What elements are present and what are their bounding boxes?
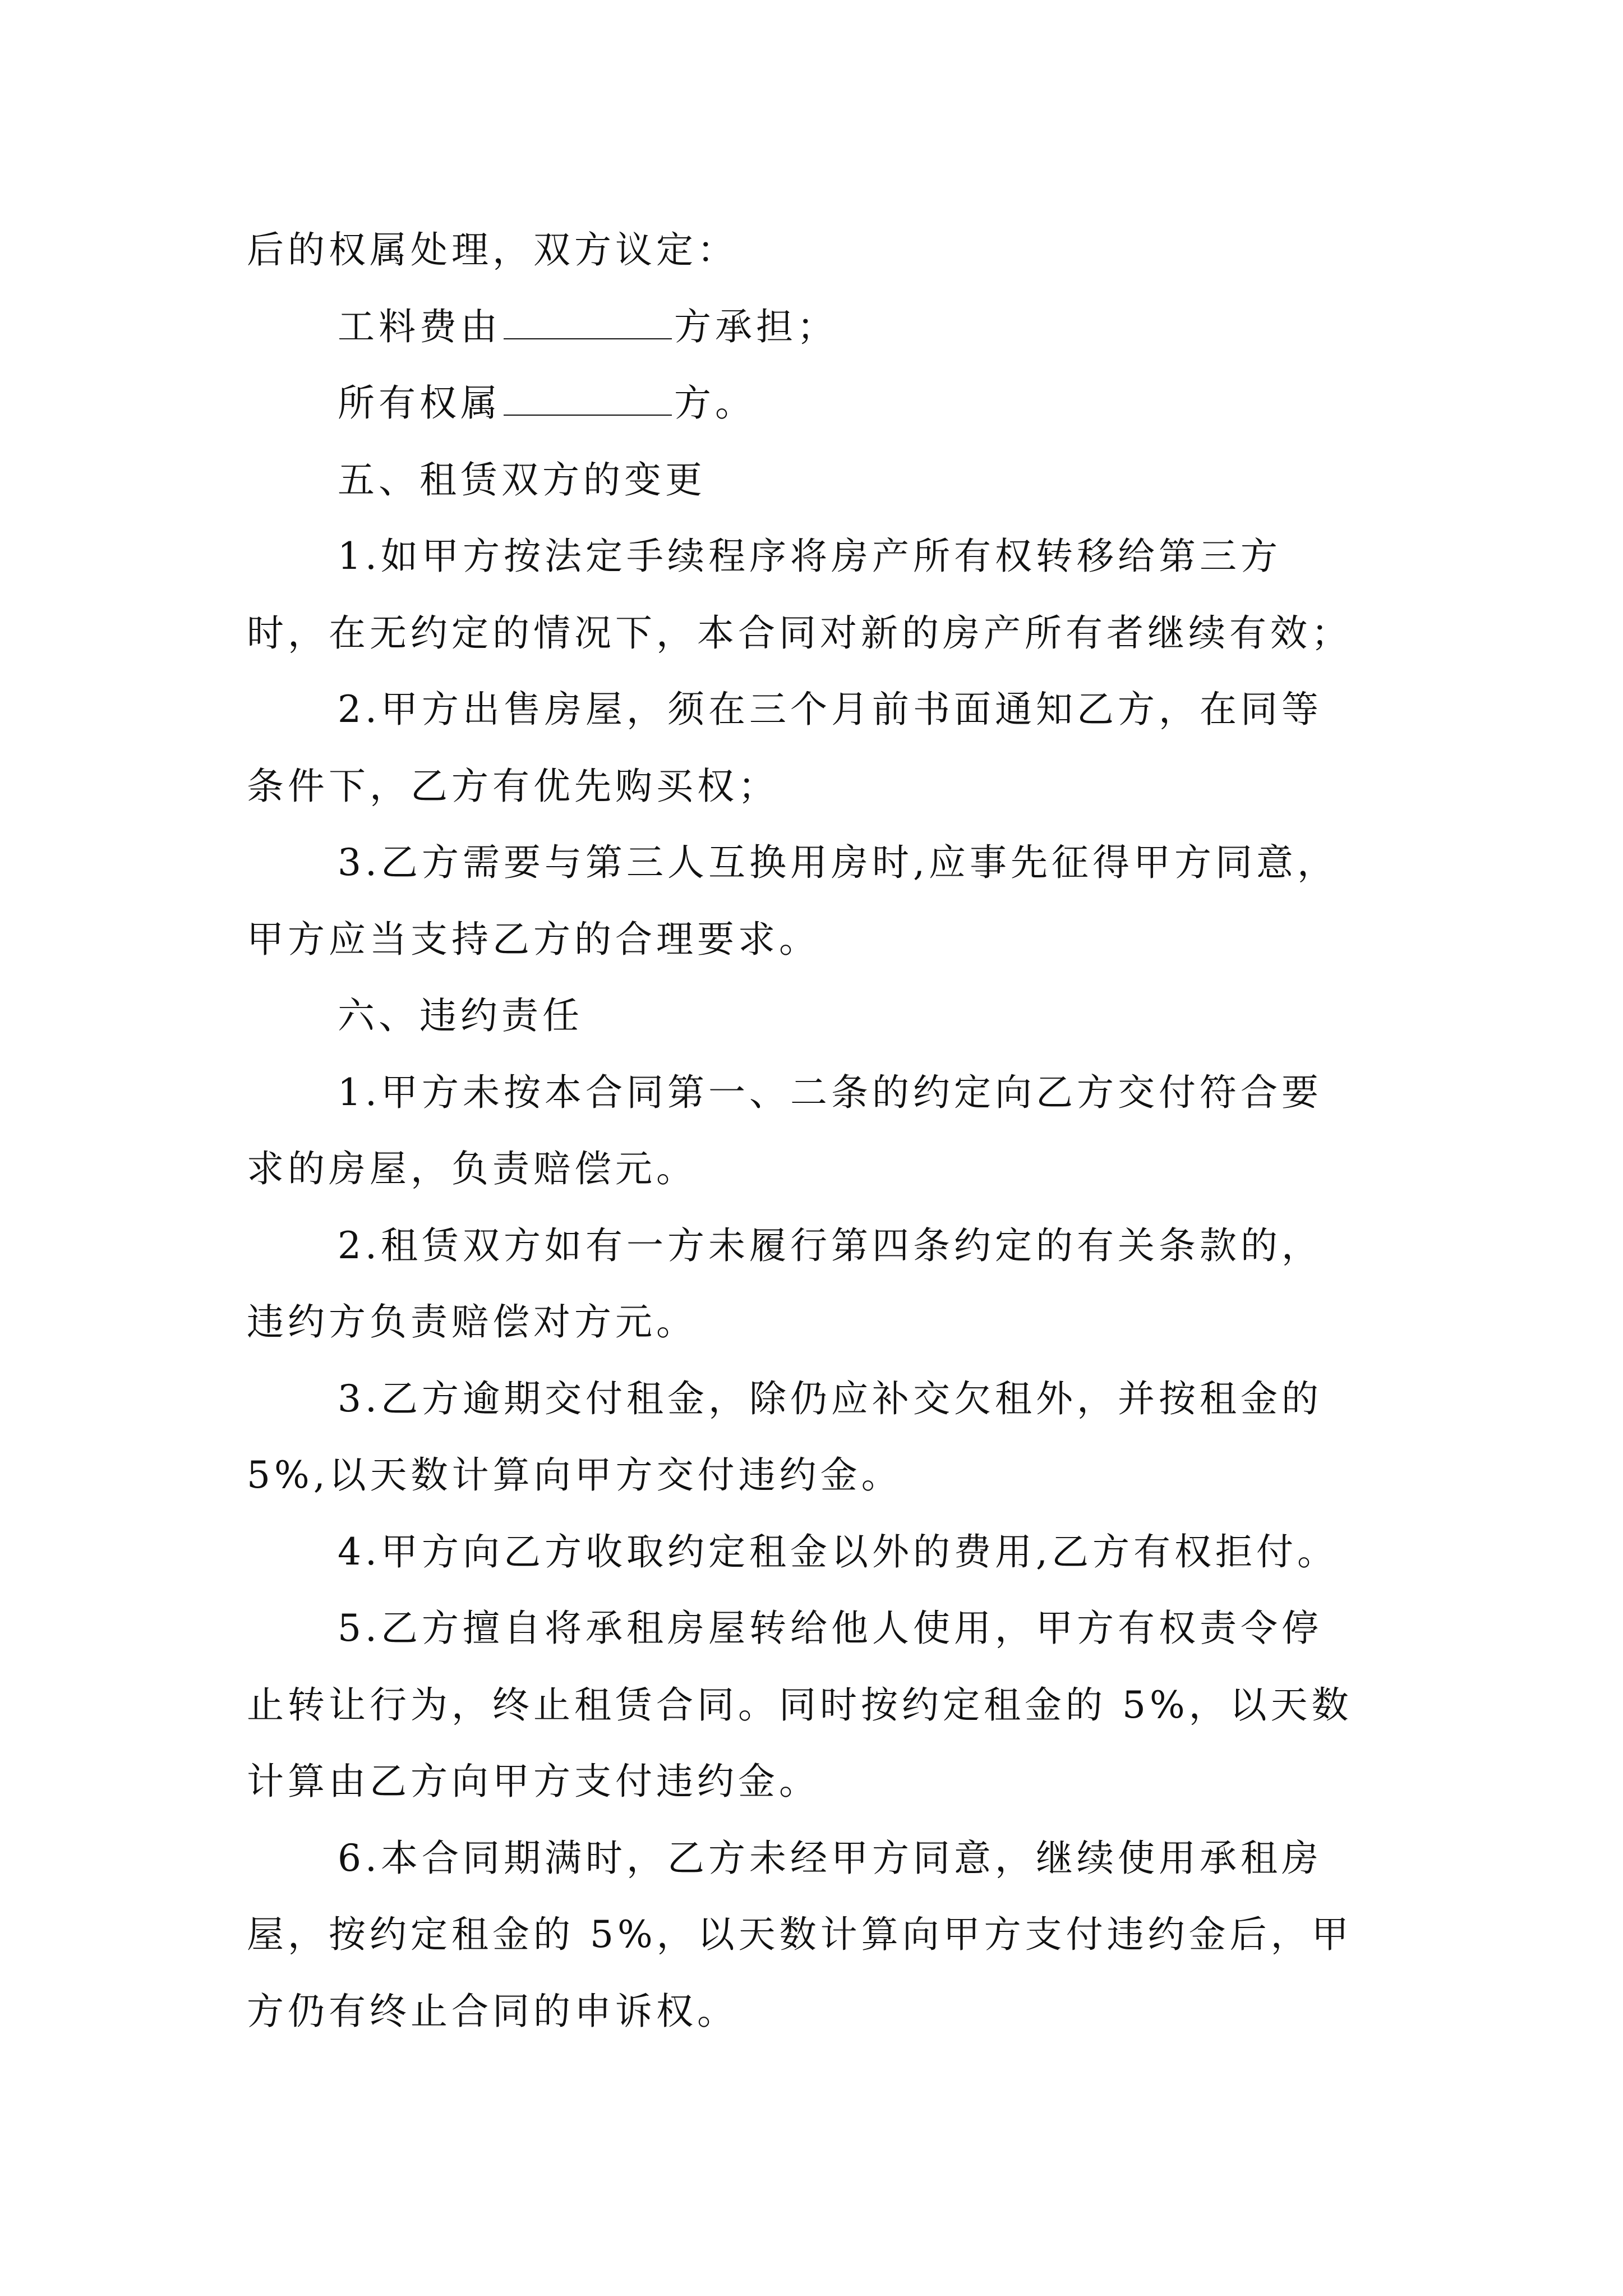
text-line: 条件下，乙方有优先购买权； xyxy=(247,764,779,808)
text-line: 5%,以天数计算向甲方交付违约金。 xyxy=(247,1453,902,1497)
text-line: 3.乙方需要与第三人互换用房时,应事先征得甲方同意， xyxy=(338,841,1338,884)
text-line: 1.甲方未按本合同第一、二条的约定向乙方交付符合要 xyxy=(338,1070,1322,1114)
text-line: 方仍有终止合同的申诉权。 xyxy=(247,1989,738,2033)
text-line: 3.乙方逾期交付租金，除仍应补交欠租外，并按租金的 xyxy=(338,1377,1322,1420)
text-line: 6.本合同期满时，乙方未经甲方同意，继续使用承租房 xyxy=(338,1836,1322,1880)
text-line: 屋，按约定租金的 5%，以天数计算向甲方支付违约金后，甲 xyxy=(247,1913,1353,1956)
blank-field[interactable] xyxy=(504,385,672,416)
text-line: 止转让行为，终止租赁合同。同时按约定租金的 5%，以天数 xyxy=(247,1683,1353,1727)
text-line: 甲方应当支持乙方的合理要求。 xyxy=(247,917,820,961)
line-text: 所有权属 xyxy=(338,381,501,425)
text-line: 计算由乙方向甲方支付违约金。 xyxy=(247,1760,820,1803)
line-text: 方承担； xyxy=(674,305,838,348)
text-line: 违约方负责赔偿对方元。 xyxy=(247,1300,697,1343)
line-text: 工料费由 xyxy=(338,305,501,348)
fill-in-line xyxy=(247,289,1391,366)
document-body xyxy=(247,212,1391,2050)
text-line: 5.乙方擅自将承租房屋转给他人使用，甲方有权责令停 xyxy=(338,1607,1322,1650)
section-heading: 六、违约责任 xyxy=(338,994,583,1037)
text-line: 1.如甲方按法定手续程序将房产所有权转移给第三方 xyxy=(338,535,1281,578)
text-line: 2.租赁双方如有一方未履行第四条约定的有关条款的， xyxy=(338,1223,1322,1267)
blank-field[interactable] xyxy=(504,309,672,339)
section-heading: 五、租赁双方的变更 xyxy=(338,458,706,501)
text-line: 后的权属处理，双方议定： xyxy=(247,228,738,272)
text-line: 2.甲方出售房屋，须在三个月前书面通知乙方，在同等 xyxy=(338,688,1322,731)
fill-in-line xyxy=(247,365,1391,442)
text-line: 4.甲方向乙方收取约定租金以外的费用,乙方有权拒付。 xyxy=(338,1530,1338,1573)
text-line: 求的房屋，负责赔偿元。 xyxy=(247,1147,697,1190)
text-line: 时，在无约定的情况下，本合同对新的房产所有者继续有效； xyxy=(247,611,1352,655)
line-text: 方。 xyxy=(674,381,756,425)
